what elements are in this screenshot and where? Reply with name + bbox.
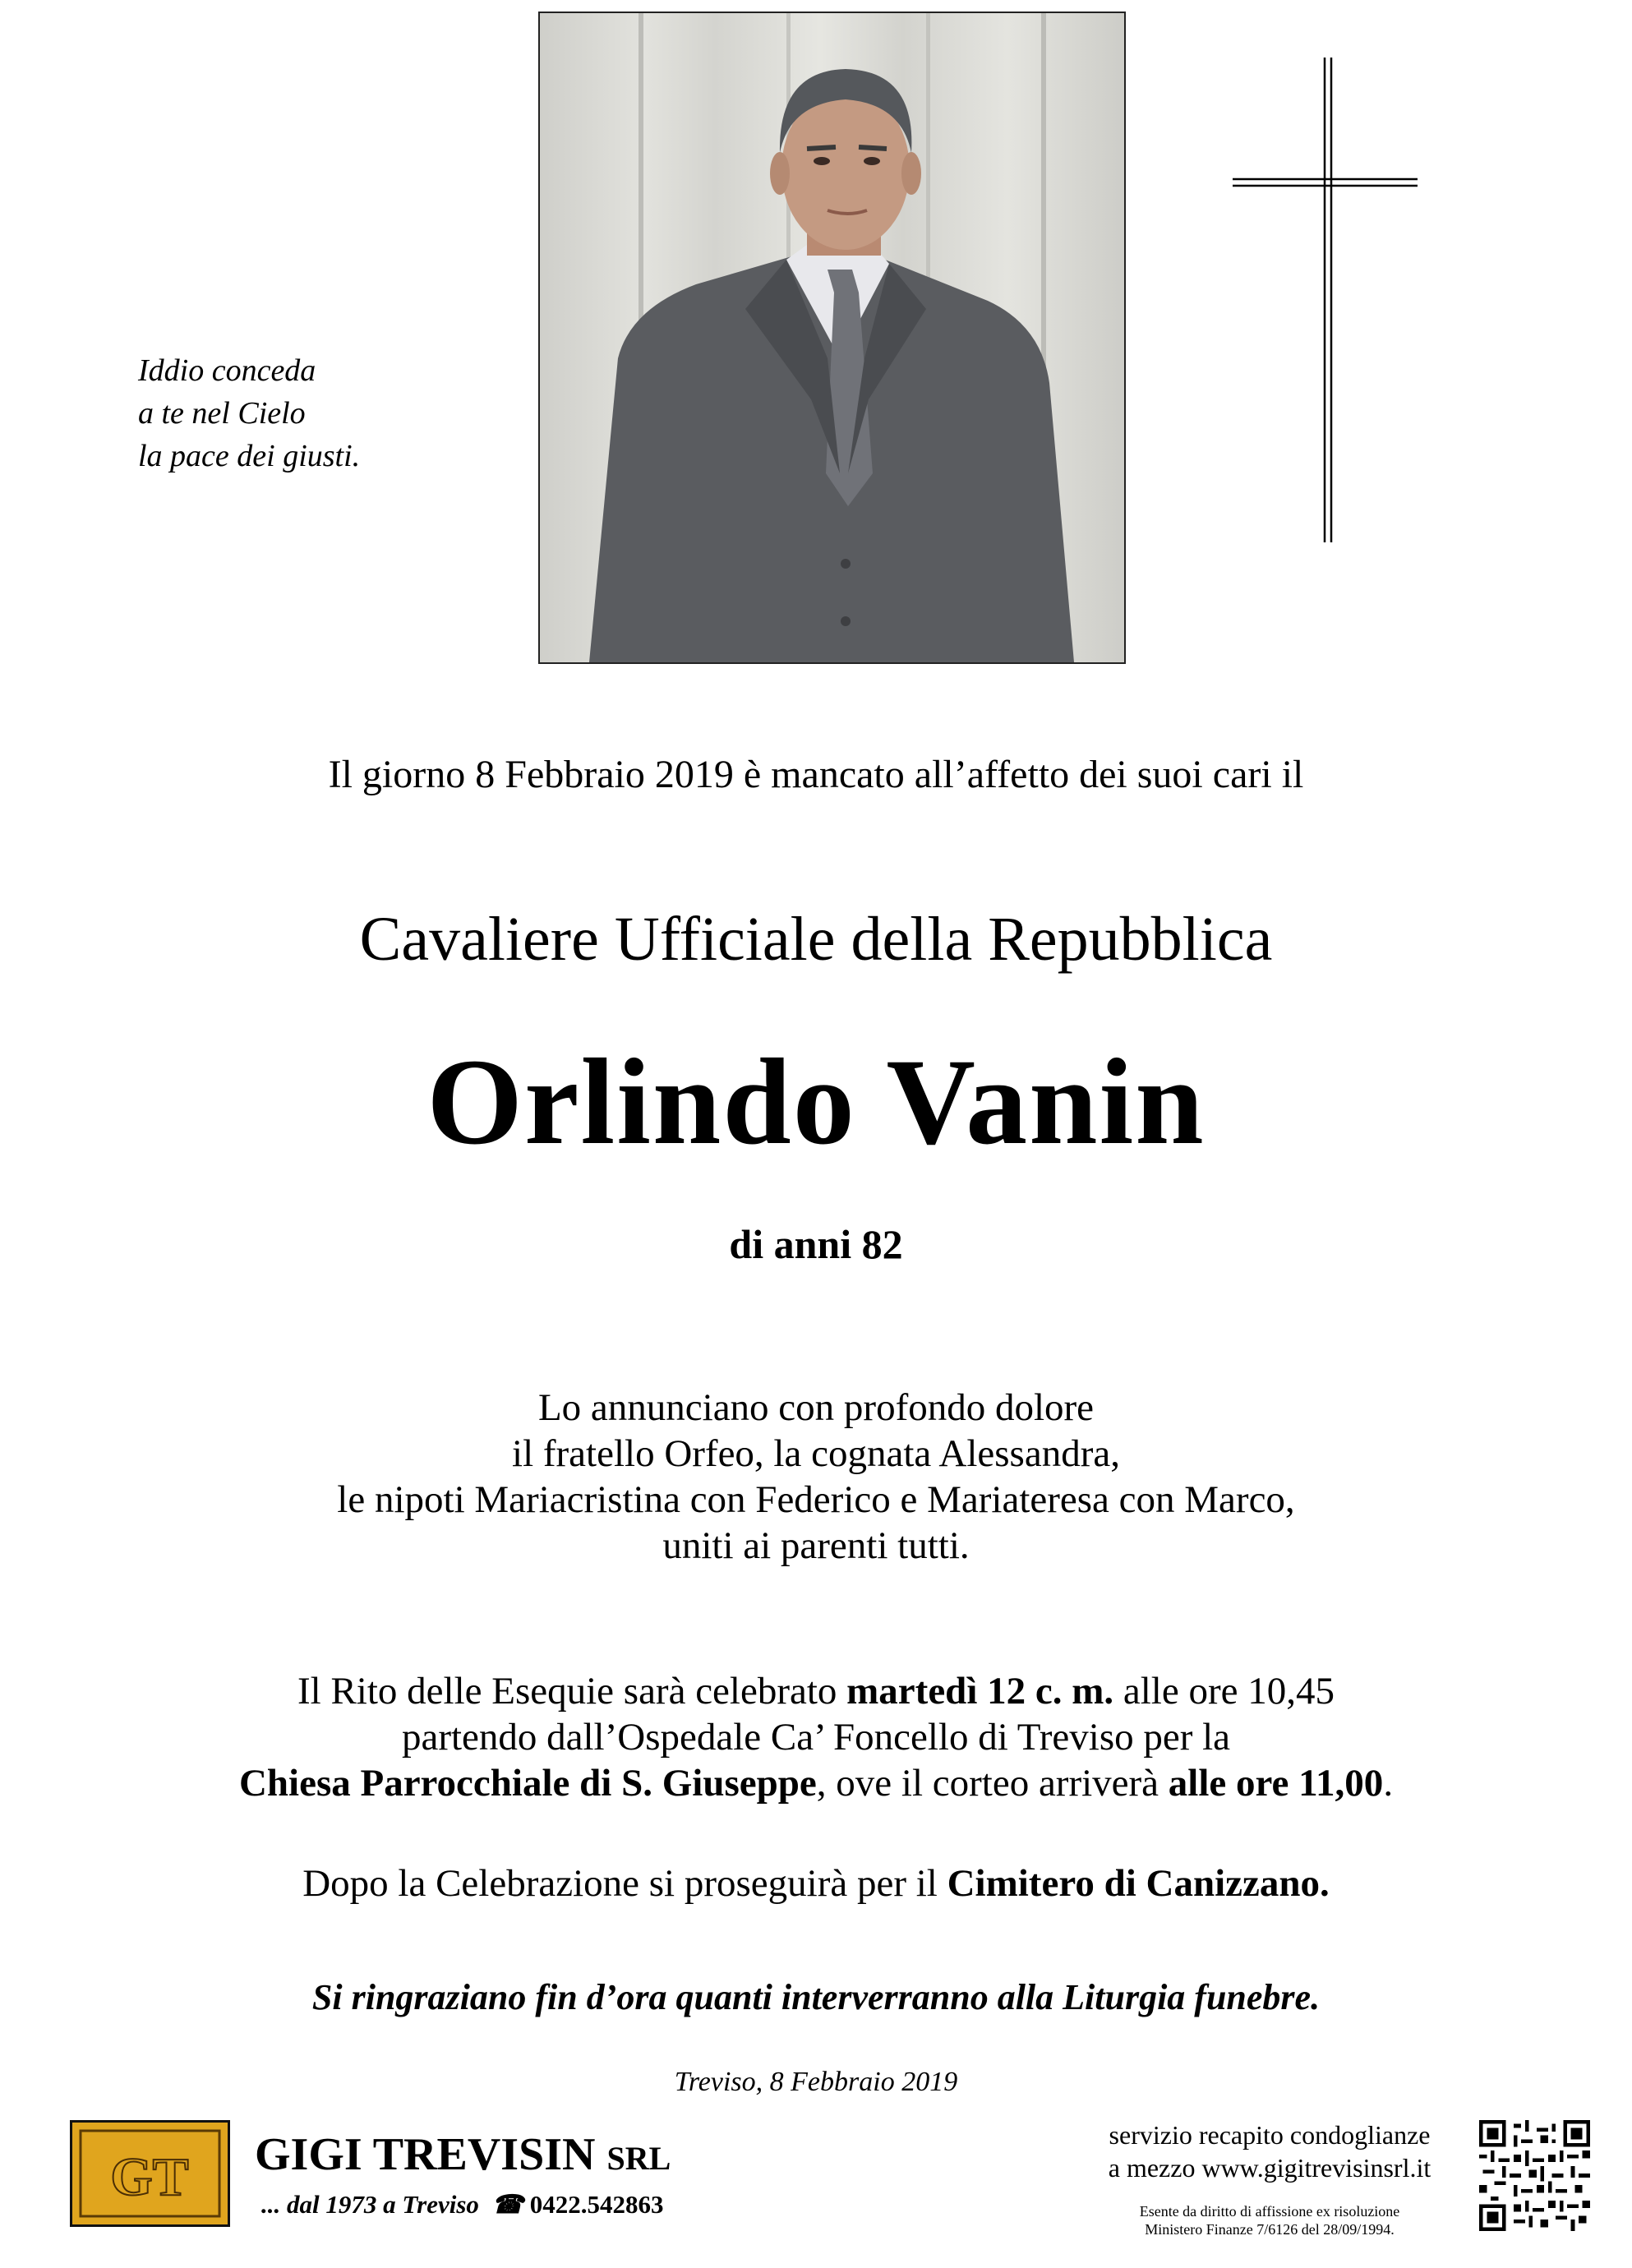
exemption-line: Ministero Finanze 7/6126 del 28/09/1994. (1145, 2221, 1395, 2238)
cemetery-name: Cimitero di Canizzano. (947, 1862, 1330, 1905)
portrait-photo (538, 12, 1126, 664)
company-name-text: GIGI TREVISIN (255, 2129, 596, 2180)
company-suffix: SRL (606, 2140, 671, 2177)
announcement-line: Lo annunciano con profondo dolore (537, 1386, 1095, 1429)
rite-line-2: partendo dall’Ospedale Ca’ Foncello di Treviso per la (401, 1716, 1231, 1759)
tagline-text: ... dal 1973 a Treviso (261, 2190, 479, 2219)
rite-text: , ove il corteo arriverà (816, 1762, 1169, 1805)
quote-line: a te nel Cielo (138, 396, 306, 431)
age-text: di anni 82 (729, 1221, 903, 1267)
rite-line-3 (0, 1760, 1632, 1806)
burial-text: Dopo la Celebrazione si proseguirà per il (302, 1862, 947, 1905)
arrival-time: alle ore 11,00 (1168, 1762, 1384, 1805)
company-tagline (261, 2190, 664, 2220)
deceased-name: Orlindo Vanin (426, 1034, 1206, 1170)
funeral-rite-info (0, 1668, 1632, 1806)
qr-code[interactable] (1479, 2120, 1590, 2231)
quote-line: Iddio conceda (138, 353, 316, 388)
honorific-title: Cavaliere Ufficiale della Repubblica (359, 905, 1273, 974)
quote (138, 349, 360, 477)
company-name (255, 2128, 671, 2181)
announcement-line: le nipoti Mariacristina con Federico e Mariateresa con Marco, (337, 1478, 1295, 1521)
intro-text: Il giorno 8 Febbraio 2019 è mancato all’affetto dei suoi cari il (328, 753, 1304, 796)
service-line: servizio recapito condoglianze (1109, 2120, 1431, 2150)
burial-info (0, 1861, 1632, 1906)
thanks-text: Si ringraziano fin d’ora quanti interverranno alla Liturgia funebre. (311, 1977, 1321, 2017)
rite-line-1 (0, 1668, 1632, 1714)
place-date: Treviso, 8 Febbraio 2019 (674, 2067, 958, 2097)
rite-date: martedì 12 c. m. (846, 1670, 1114, 1713)
announcement (0, 1385, 1632, 1569)
exemption-note (1093, 2202, 1446, 2238)
company-logo (70, 2120, 230, 2227)
quote-line: la pace dei giusti. (138, 439, 361, 473)
exemption-line: Esente da diritto di affissione ex risoluzione (1139, 2203, 1400, 2220)
service-link[interactable]: a mezzo www.gigitrevisinsrl.it (1108, 2153, 1431, 2183)
rite-time: alle ore 10,45 (1113, 1670, 1335, 1713)
church-name: Chiesa Parrocchiale di S. Giuseppe (238, 1762, 817, 1805)
cross-icon (1233, 58, 1422, 551)
announcement-line: uniti ai parenti tutti. (662, 1524, 970, 1567)
rite-text: Il Rito delle Esequie sarà celebrato (297, 1670, 847, 1713)
phone-number: 0422.542863 (529, 2190, 664, 2219)
announcement-line: il fratello Orfeo, la cognata Alessandra, (512, 1432, 1120, 1475)
condolence-service (1076, 2118, 1463, 2184)
telephone-icon: ☎ (491, 2190, 524, 2219)
rite-text: . (1383, 1762, 1394, 1805)
logo-text: GT (110, 2147, 189, 2207)
